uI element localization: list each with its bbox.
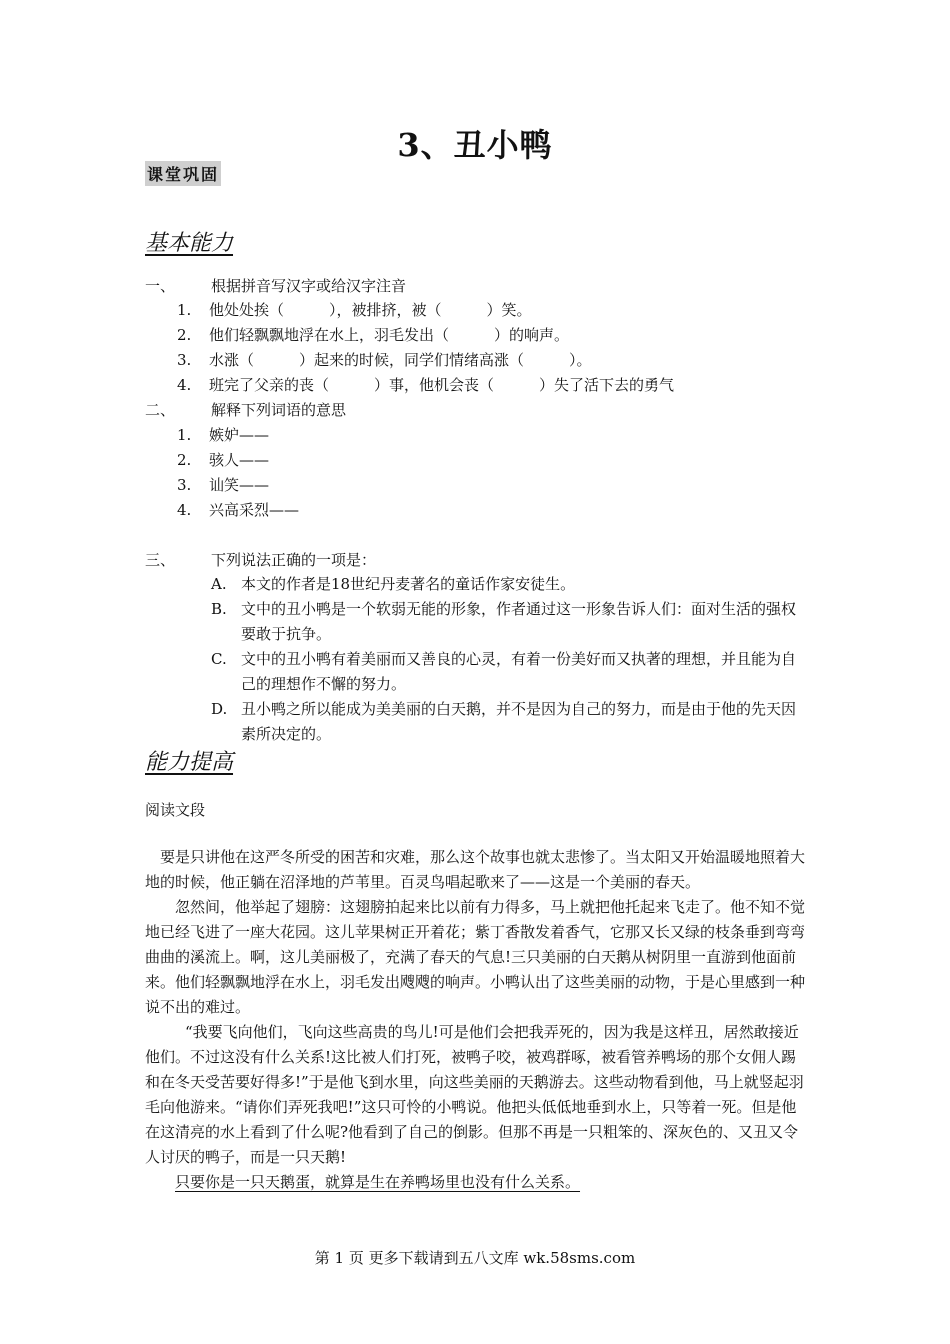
- section-heading-basic: 基本能力: [145, 231, 234, 256]
- page-title: 3、丑小鸭: [397, 126, 553, 164]
- question-2-prompt: 解释下列词语的意思: [211, 401, 347, 419]
- option-c: C. 文中的丑小鸭有着美丽而又善良的心灵，有着一份美好而又执著的理想，并且能为自己的理想作不懈的努力。: [211, 650, 797, 693]
- reading-label: 阅读文段: [145, 801, 206, 819]
- options-list: [211, 572, 807, 747]
- passage-underlined-sentence: 只要你是一只天鹅蛋，就算是生在养鸭场里也没有什么关系。: [175, 1173, 581, 1191]
- list-item: 1. 嫉妒——: [177, 426, 270, 444]
- list-item: 2. 骇人——: [177, 451, 270, 469]
- question-1: [145, 276, 406, 296]
- list-item: 3. 水涨（ ）起来的时候，同学们情绪高涨（ ）。: [177, 351, 592, 369]
- option-b: B. 文中的丑小鸭是一个软弱无能的形象，作者通过这一形象告诉人们：面对生活的强权要敢于抗争。: [211, 600, 797, 643]
- option-a: A. 本文的作者是18世纪丹麦著名的童话作家安徒生。: [211, 575, 576, 593]
- question-2-marker: 二、: [145, 401, 176, 419]
- section-tag: 课堂巩固: [145, 161, 221, 186]
- passage-paragraph: 要是只讲他在这严冬所受的困苦和灾难，那么这个故事也就太悲惨了。当太阳又开始温暖地照着大地的时候，他正躺在沼泽地的芦苇里。百灵鸟唱起歌来了——这是一个美丽的春天。: [145, 848, 806, 891]
- list-item: 4. 兴高采烈——: [177, 501, 300, 519]
- list-item: 1. 他处处挨（ ），被排挤，被（ ）笑。: [177, 301, 532, 319]
- question-3-prompt: 下列说法正确的一项是：: [211, 551, 377, 569]
- question-3: [145, 550, 376, 570]
- passage-paragraph: “我要飞向他们，飞向这些高贵的鸟儿!可是他们会把我弄死的，因为我是这样丑，居然敢接近他们。不过这没有什么关系!这比被人们打死，被鸭子咬，被鸡群啄，被看管养鸭场的那个女佣人踢和在冬天受苦要好得多!”于是他飞到水里，向这些美丽的天鹅游去。这些动物看到他，马上就竖起羽毛向他游来。“请你们弄死我吧!”这只可怜的小鸭说。他把头低低地垂到水上，只等着一死。但是他在这清亮的水上看到了什么呢?他看到了自己的倒影。但那不再是一只粗笨的、深灰色的、又丑又令人讨厌的鸭子，而是一只天鹅!: [145, 1023, 804, 1166]
- list-item: 4. 班完了父亲的丧（ ）事，他机会丧（ ）失了活下去的勇气: [177, 376, 675, 394]
- question-1-marker: 一、: [145, 277, 176, 295]
- list-item: 3. 讪笑——: [177, 476, 270, 494]
- reading-passage: [145, 845, 807, 1195]
- list-item: 2. 他们轻飘飘地浮在水上，羽毛发出（ ）的响声。: [177, 326, 570, 344]
- option-d: D. 丑小鸭之所以能成为美美丽的白天鹅，并不是因为自己的努力，而是由于他的先天因素所决定的。: [211, 700, 797, 743]
- question-3-marker: 三、: [145, 551, 176, 569]
- page-footer: 第 1 页 更多下载请到五八文库 wk.58sms.com: [314, 1249, 636, 1267]
- section-heading-advanced: 能力提高: [145, 750, 234, 775]
- question-2: [145, 400, 346, 420]
- question-1-prompt: 根据拼音写汉字或给汉字注音: [211, 277, 407, 295]
- passage-paragraph: 忽然间，他举起了翅膀：这翅膀拍起来比以前有力得多，马上就把他托起来飞走了。他不知不觉地已经飞进了一座大花园。这儿苹果树正开着花；紫丁香散发着香气，它那又长又绿的枝条垂到弯弯曲曲的溪流上。啊，这儿美丽极了，充满了春天的气息!三只美丽的白天鹅从树阴里一直游到他面前来。他们轻飘飘地浮在水上，羽毛发出飕飕的响声。小鸭认出了这些美丽的动物，于是心里感到一种说不出的难过。: [145, 898, 806, 1016]
